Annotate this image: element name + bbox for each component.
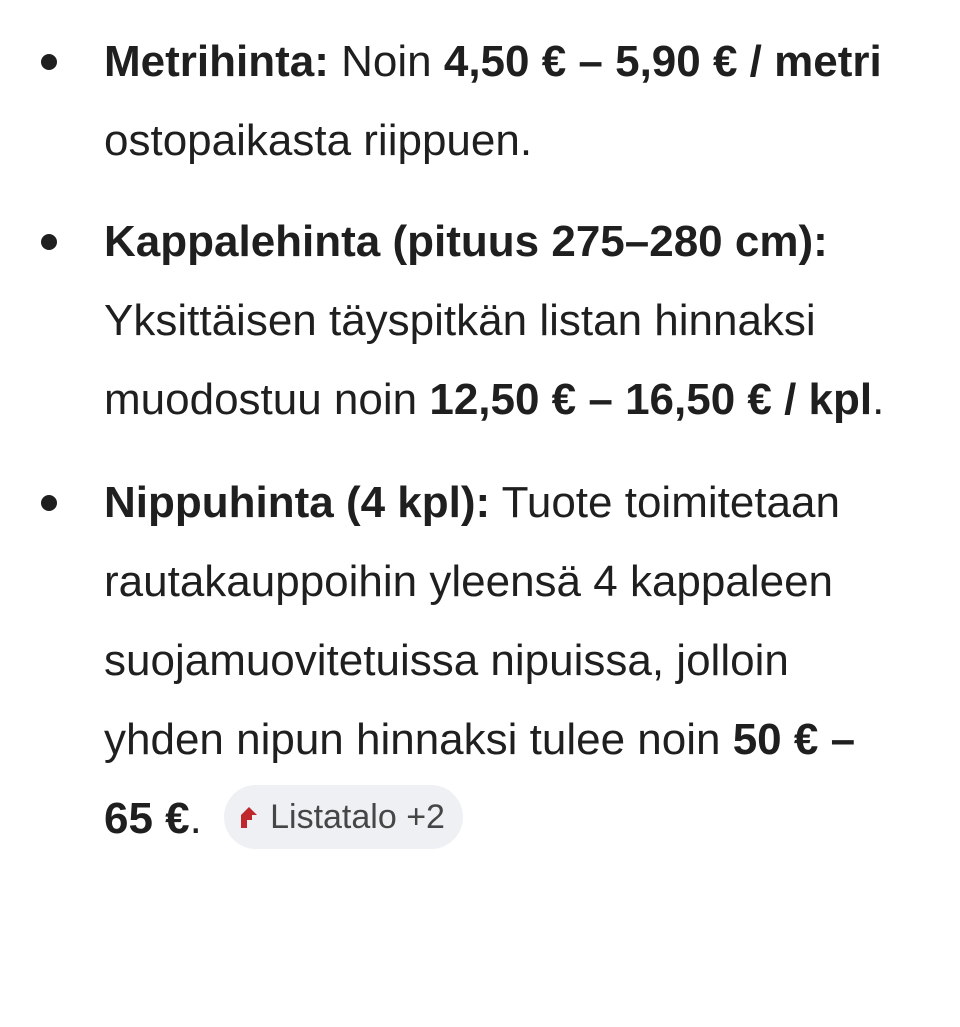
item-price: 4,50 € – 5,90 € / metri bbox=[443, 37, 882, 86]
list-item-kappalehinta bbox=[0, 202, 960, 439]
item-text: . bbox=[189, 794, 202, 843]
source-chip-label: Listatalo +2 bbox=[270, 798, 445, 837]
listatalo-logo-icon bbox=[238, 804, 260, 830]
bullet-icon bbox=[41, 54, 57, 70]
list-item-nippuhinta bbox=[0, 463, 960, 858]
item-price: 12,50 € – 16,50 € / kpl bbox=[429, 375, 873, 424]
item-text: Yksittäisen täyspitkän listan hinnaksi muodostuu noin bbox=[104, 296, 816, 424]
item-text: Noin bbox=[328, 37, 444, 86]
item-label: Metrihinta: bbox=[104, 37, 329, 86]
item-label: Kappalehinta (pituus 275–280 cm): bbox=[104, 217, 828, 266]
bullet-icon bbox=[41, 495, 57, 511]
bullet-icon bbox=[41, 234, 57, 250]
list-item-metrihinta bbox=[0, 22, 960, 180]
item-text: . bbox=[872, 375, 885, 424]
item-text: ostopaikasta riippuen. bbox=[104, 116, 533, 165]
answer-bullet-list bbox=[0, 22, 960, 880]
item-text: Tuote toimitetaan rautakauppoihin yleensä 4 kappaleen suojamuovitetuissa nipuissa, jolloin yhden nipun hinnaksi tulee noin bbox=[104, 478, 840, 764]
item-price: 50 € – 65 € bbox=[104, 715, 856, 843]
source-chip-button[interactable] bbox=[224, 785, 463, 849]
item-label: Nippuhinta (4 kpl): bbox=[104, 478, 491, 527]
